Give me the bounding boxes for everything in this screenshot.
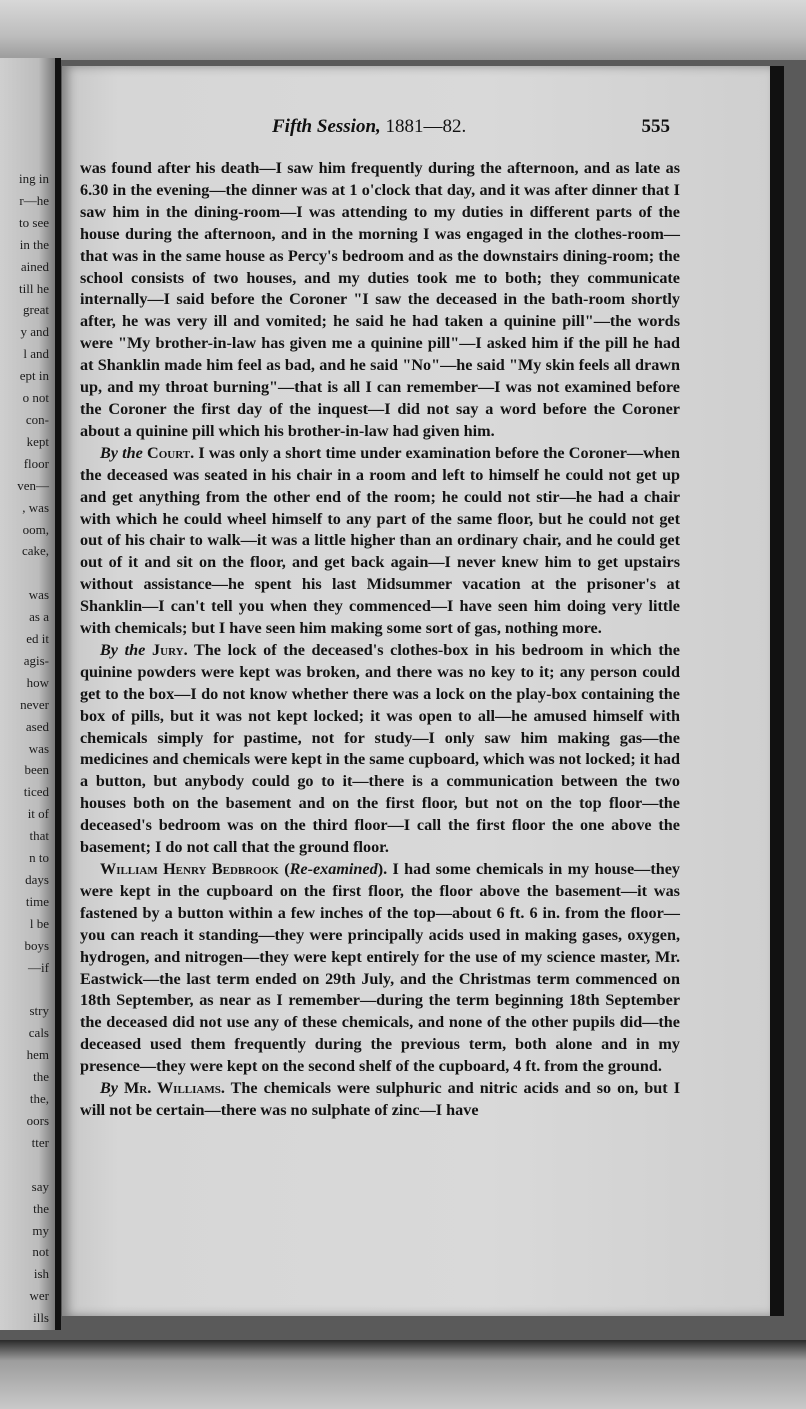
left-page-fragment: as a <box>29 609 49 625</box>
left-page-fragment: kept <box>26 433 49 449</box>
left-page-fragment: oors <box>26 1112 49 1128</box>
left-page-fragment: l be <box>29 915 49 931</box>
left-page-fragment: ed it <box>26 631 49 647</box>
left-page-fragment: cake, <box>21 543 49 559</box>
left-page-fragment: ept in <box>19 368 49 384</box>
paragraph-text: The lock of the deceased's clothes-box in his bedroom in which the quinine powders were kept was broken, and there was no key to it; any person could get to the box—I do not know whether there was a lock on the play-box containing the box of pills, but it was not kept locked; it was open to all—he amused himself with chemicals simply for pastime, not for study—I only saw him making gas—the medicines and chemicals were kept in the same cupboard, which was not locked; it had a button, but anybody could go to it—there is a communication between the two houses both on the basement and on the first floor, but not on the top floor—the deceased's bedroom was on the third floor—I call the first floor the one above the basement; I do not call that the ground floor. <box>80 640 680 857</box>
scan-bottom-margin <box>0 1340 806 1409</box>
speaker-prefix: By the <box>100 443 143 462</box>
paragraph-by-the-court <box>80 443 680 640</box>
left-page-fragment <box>0 562 52 584</box>
left-page-fragment: till he <box>19 280 49 296</box>
left-page-fragment: to see <box>19 214 49 230</box>
left-page-fragment: tter <box>31 1134 49 1150</box>
left-page-fragment: my <box>32 1222 49 1238</box>
left-page-fragment: con- <box>25 411 49 427</box>
left-page-fragment: was <box>28 587 49 603</box>
speaker-prefix: By <box>100 1079 118 1098</box>
left-page-fragment: ained <box>20 258 49 274</box>
left-page-fragment: time <box>25 893 49 909</box>
body-text <box>80 158 680 1122</box>
left-page-fragment: the <box>33 1069 49 1085</box>
left-page-fragment: great <box>23 302 49 318</box>
left-page-fragment: —if <box>28 959 49 975</box>
left-page-fragment: the, <box>29 1091 49 1107</box>
scan-top-margin <box>0 0 806 60</box>
speaker-name: Court. <box>142 443 195 462</box>
header-session: Fifth Session, <box>272 116 381 137</box>
left-page-fragment: ven— <box>17 477 49 493</box>
left-page-fragment: in the <box>19 236 49 252</box>
left-page-fragment: o not <box>22 390 49 406</box>
paragraph-continued <box>80 158 680 443</box>
header-title <box>272 116 466 138</box>
left-page-fragment <box>0 1154 52 1176</box>
left-page-fragment: boys <box>24 937 49 953</box>
left-page-fragment: how <box>26 674 49 690</box>
left-page-fragment: wer <box>29 1288 49 1304</box>
paragraph-text: I was only a short time under examination before the Coroner—when the deceased was seated in his chair in a room and left to himself he could not get up and get anything from the other end of the room; he could not stir—he had a chair with which he could wheel himself to any part of the same floor, but he could not get out of his chair to walk—it was a little higher than an ordinary chair, and he could get out of it and sit on the floor, and get back again—I never knew him to get upstairs without assistance—he spent his last Midsummer vacation at the prisoner's at Shanklin—I can't tell you when they commenced—I have seen him doing very little with chemicals; but I have seen him making some sort of gas, nothing more. <box>80 443 680 638</box>
left-page-fragment: the <box>33 1200 49 1216</box>
left-page-fragment: say <box>31 1178 49 1194</box>
left-page-fragment: was <box>28 740 49 756</box>
left-page-fragment: days <box>25 872 49 887</box>
left-page-fragment: hem <box>26 1047 49 1063</box>
left-page-fragment: ticed <box>23 784 49 800</box>
paragraph-text: The chemicals were sulphuric and nitric acids and so on, but I will not be certain—there was no sulphate of zinc—I have <box>80 1079 680 1119</box>
examination-note: Re-examined <box>289 860 378 878</box>
speaker-name: Mr. Williams. <box>117 1079 225 1098</box>
left-page-fragment: r—he <box>19 192 49 208</box>
left-page-fragment: not <box>32 1244 49 1260</box>
speaker-prefix: By the <box>100 640 146 659</box>
header-years: 1881—82. <box>380 116 467 137</box>
left-page-fragment: ills <box>33 1310 49 1326</box>
left-page-fragment: floor <box>23 455 49 471</box>
paragraph-witness-bedbrook: William Henry Bedbrook (Re-examined). I had some chemicals in my house—they were kept in the cupboard on the first floor, the floor above the basement—it was fastened by a button within a few inches of the top—about 6 ft. 6 in. from the floor—you can reach it standing—they were principally acids used in making gases, oxygen, hydrogen, and nitrogen—they were kept entirely for the use of my science master, Mr. Eastwick—the last term ended on 29th July, and the Christmas term commenced on 18th September, as near as I remember—during the term beginning 18th September the deceased did not use any of these chemicals, and none of the other pupils did—the deceased used them frequently during the previous term, both alone and in my presence—they were kept on the second shelf of the cupboard, 4 ft. from the ground. <box>80 860 681 1076</box>
left-page-fragment: never <box>20 696 49 712</box>
left-page-fragment <box>0 979 52 1001</box>
paragraph-text: was found after his death—I saw him frequently during the afternoon, and as late as 6.30 in the evening—the dinner was at 1 o'clock that day, and it was after dinner that I saw him in the dining-room—I was attending to my duties in different parts of the house during the afternoon, and in the morning I was engaged in the clothes-room—that was in the same house as Percy's bedroom and as the downstairs dining-room; the school consists of two houses, and my duties took me to both; they communicate internally—I said before the Coroner "I saw the deceased in the bath-room shortly after, he was very ill and vomited; he said he had taken a quinine pill"—the words were "My brother-in-law has given me a quinine pill"—I asked him if the pill he had at Shanklin made him feel as bad, and he said "No"—he said "My skin feels all drawn up, and my throat burning"—that is all I can remember—I was not examined before the Coroner the first day of the inquest—I did not say a word before the Coroner about a quinine pill which his brother-in-law had given him. <box>80 159 680 440</box>
book-page <box>62 66 784 1316</box>
left-page-fragment: it of <box>27 806 49 822</box>
left-page-fragment: stry <box>29 1003 49 1019</box>
left-page-fragment: been <box>24 762 49 778</box>
left-page-fragment: y and <box>20 324 49 340</box>
left-page-fragment: ish <box>33 1266 49 1282</box>
left-page-fragment: l and <box>23 346 49 362</box>
paragraph-text: I had some chemicals in my house—they were kept in the cupboard on the first floor, the floor above the basement—it was fastened by a button within a few inches of the top—about 6 ft. 6 in. from the floor—you can reach it standing—they were principally acids used in making gases, oxygen, hydrogen, and nitrogen—they were kept entirely for the use of my science master, Mr. Eastwick—the last term ended on 29th July, and the Christmas term commenced on 18th September, as near as I remember—during the term beginning 18th September the deceased did not use any of these chemicals, and none of the other pupils did—the deceased used them frequently during the previous term, both alone and in my presence—they were kept on the second shelf of the cupboard, 4 ft. from the ground. <box>80 860 681 1076</box>
witness-name: William Henry Bedbrook <box>100 860 279 878</box>
left-page-fragment: cals <box>28 1025 49 1041</box>
left-page-fragment: , was <box>22 499 49 515</box>
paragraph-by-mr-williams <box>80 1078 680 1122</box>
facing-left-page <box>0 58 61 1330</box>
left-page-fragment: that <box>29 828 49 844</box>
left-page-fragment: oom, <box>22 521 49 537</box>
speaker-name: Jury. <box>145 640 188 659</box>
left-page-fragment: n to <box>29 850 49 866</box>
left-page-text <box>0 168 52 1329</box>
running-header <box>62 116 770 142</box>
paragraph-by-the-jury <box>80 640 680 859</box>
left-page-fragment: ing in <box>19 171 49 186</box>
page-number: 555 <box>641 116 670 137</box>
left-page-fragment: ased <box>25 718 49 734</box>
left-page-fragment: agis- <box>23 652 49 668</box>
